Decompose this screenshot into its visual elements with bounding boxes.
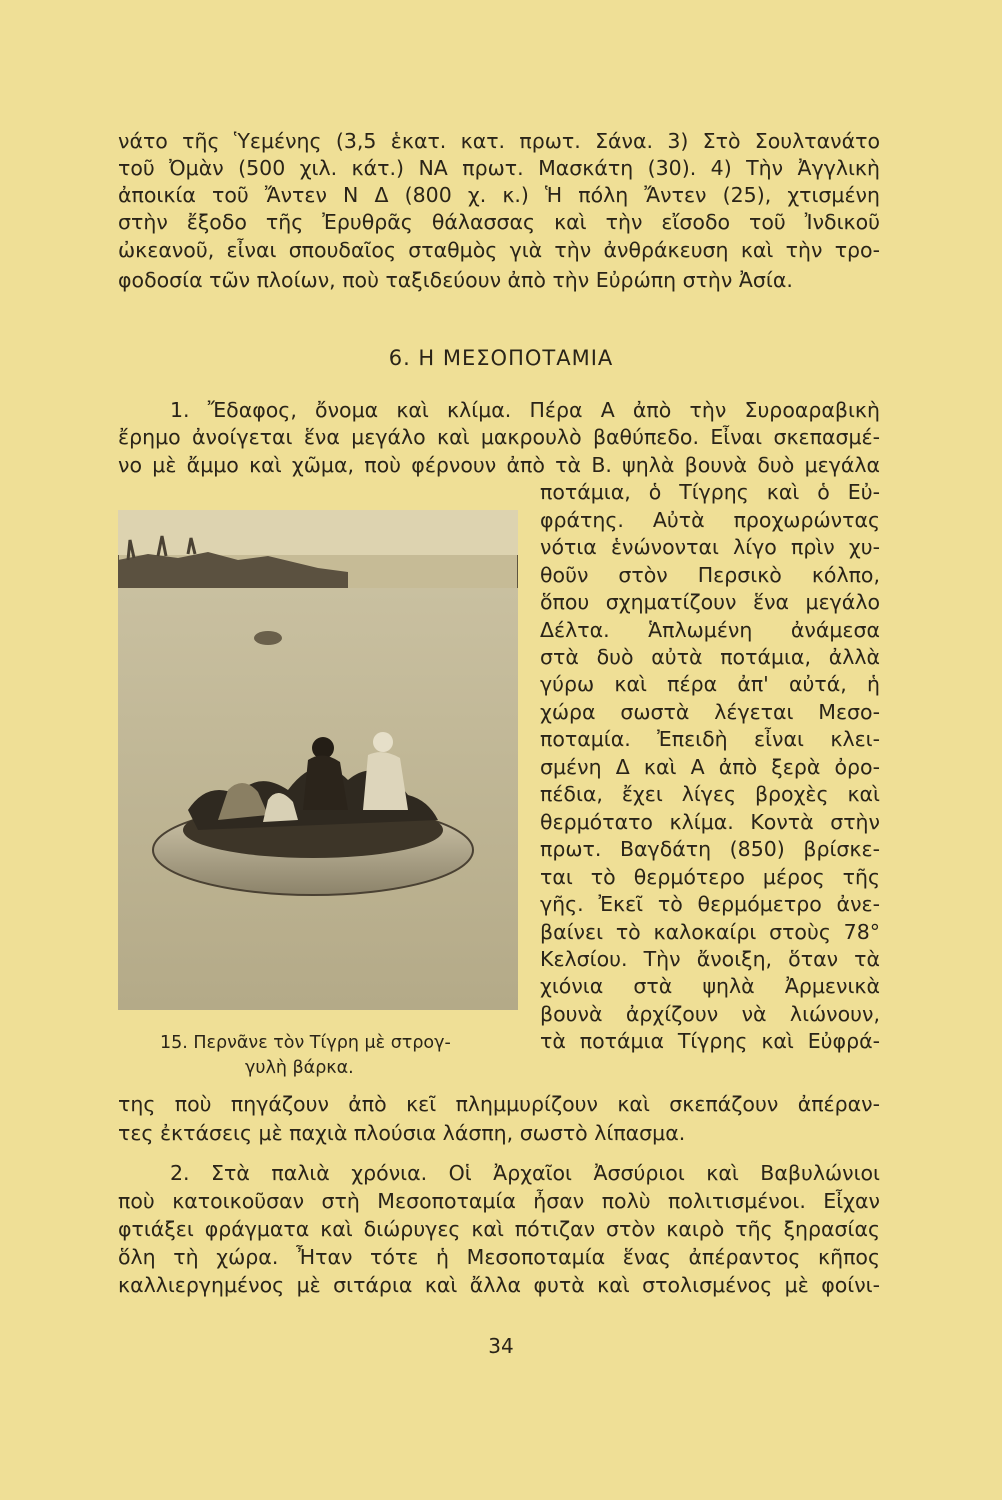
column-line: νότια ἑνώνονται λίγο πρὶν χυ- [540, 535, 880, 559]
paragraph-1-first-line: 1. Ἔδαφος, ὄνομα καὶ κλίμα. Πέρα Α ἀπὸ τὴν Συροαραβικὴ [170, 398, 880, 422]
column-line: τὰ ποτάμια Τίγρης καὶ Εὐφρά- [540, 1029, 880, 1053]
column-line: ὅπου σχηματίζουν ἕνα μεγάλο [540, 590, 880, 614]
column-line: χιόνια στὰ ψηλὰ Ἀρμενικὰ [540, 974, 880, 998]
column-line: θοῦν στὸν Περσικὸ κόλπο, [540, 563, 880, 587]
text-line: της ποὺ πηγάζουν ἀπὸ κεῖ πλημμυρίζουν καὶ σκεπάζουν ἀπέραν- [118, 1092, 880, 1116]
column-line: Κελσίου. Τὴν ἄνοιξη, ὅταν τὰ [540, 947, 880, 971]
column-line: θερμότατο κλίμα. Κοντὰ στὴν [540, 810, 880, 834]
round-boat-illustration [118, 510, 518, 1010]
text-line: καλλιεργημένος μὲ σιτάρια καὶ ἄλλα φυτὰ καὶ στολισμένος μὲ φοίνι- [118, 1273, 880, 1297]
column-line: φράτης. Αὐτὰ προχωρώντας [540, 508, 880, 532]
column-line: πρωτ. Βαγδάτη (850) βρίσκε- [540, 837, 880, 861]
text-line: ὠκεανοῦ, εἶναι σπουδαῖος σταθμὸς γιὰ τὴν ἀνθράκευση καὶ τὴν τρο- [118, 238, 880, 262]
column-line: χώρα σωστὰ λέγεται Μεσο- [540, 700, 880, 724]
column-line: πέδια, ἔχει λίγες βροχὲς καὶ [540, 782, 880, 806]
text-line: τοῦ Ὀμὰν (500 χιλ. κάτ.) ΝΑ πρωτ. Μασκάτη (30). 4) Τὴν Ἀγγλικὴ [118, 156, 880, 180]
text-line: ἀποικία τοῦ Ἄντεν Ν Δ (800 χ. κ.) Ἡ πόλη Ἄντεν (25), χτισμένη [118, 183, 880, 207]
column-line: ται τὸ θερμότερο μέρος τῆς [540, 865, 880, 889]
text-line: τες ἐκτάσεις μὲ παχιὰ πλούσια λάσπη, σωστὸ λίπασμα. [118, 1121, 686, 1145]
text-line: ὅλη τὴ χώρα. Ἦταν τότε ἡ Μεσοποταμία ἕνας ἀπέραντος κῆπος [118, 1245, 880, 1269]
column-line: βαίνει τὸ καλοκαίρι στοὺς 78° [540, 920, 880, 944]
paragraph-2-first-line: 2. Στὰ παλιὰ χρόνια. Οἱ Ἀρχαῖοι Ἀσσύριοι καὶ Βαβυλώνιοι [170, 1161, 880, 1185]
text-line: φτιάξει φράγματα καὶ διώρυγες καὶ πότιζαν στὸν καιρὸ τῆς ξηρασίας [118, 1217, 880, 1241]
figure-caption: γυλὴ βάρκα. [245, 1058, 354, 1078]
text-line: νο μὲ ἄμμο καὶ χῶμα, ποὺ φέρνουν ἀπὸ τὰ Β. ψηλὰ βουνὰ δυὸ μεγάλα [118, 453, 880, 477]
text-line: στὴν ἔξοδο τῆς Ἐρυθρᾶς θάλασσας καὶ τὴν εἴσοδο τοῦ Ἰνδικοῦ [118, 210, 880, 234]
column-line: γῆς. Ἐκεῖ τὸ θερμόμετρο ἀνε- [540, 892, 880, 916]
boat-photo [118, 510, 518, 1010]
column-line: γύρω καὶ πέρα ἀπ' αὐτά, ἡ [540, 672, 880, 696]
text-line: φοδοσία τῶν πλοίων, ποὺ ταξιδεύουν ἀπὸ τὴν Εὐρώπη στὴν Ἀσία. [118, 268, 793, 292]
text-line: ποὺ κατοικοῦσαν στὴ Μεσοποταμία ἦσαν πολὺ πολιτισμένοι. Εἶχαν [118, 1189, 880, 1213]
column-line: ποταμία. Ἐπειδὴ εἶναι κλει- [540, 727, 880, 751]
page-number: 34 [488, 1334, 514, 1358]
section-heading: 6. Η ΜΕΣΟΠΟΤΑΜΙΑ [388, 346, 614, 370]
column-line: Δέλτα. Ἁπλωμένη ἀνάμεσα [540, 618, 880, 642]
text-line: ἔρημο ἀνοίγεται ἕνα μεγάλο καὶ μακρουλὸ βαθύπεδο. Εἶναι σκεπασμέ- [118, 425, 880, 449]
column-line: σμένη Δ καὶ Α ἀπὸ ξερὰ ὀρο- [540, 755, 880, 779]
column-line: ποτάμια, ὁ Τίγρης καὶ ὁ Εὐ- [540, 480, 880, 504]
figure-caption: 15. Περνᾶνε τὸν Τίγρη μὲ στρογ- [160, 1033, 451, 1053]
column-line: βουνὰ ἀρχίζουν νὰ λιώνουν, [540, 1002, 880, 1026]
column-line: στὰ δυὸ αὐτὰ ποτάμια, ἀλλὰ [540, 645, 880, 669]
text-line: νάτο τῆς Ὑεμένης (3,5 ἑκατ. κατ. πρωτ. Σάνα. 3) Στὸ Σουλτανάτο [118, 129, 880, 153]
